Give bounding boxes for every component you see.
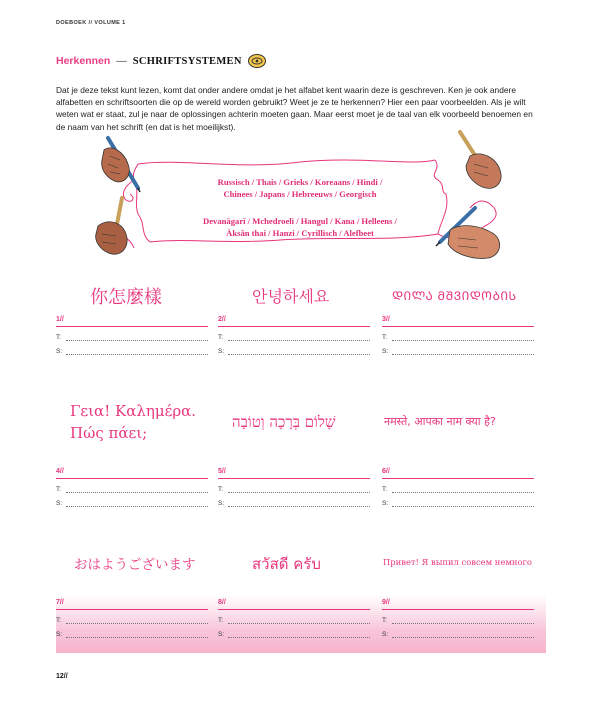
answer-s-field[interactable] — [392, 349, 534, 355]
sample-1-chinese: 你怎麼樣 — [90, 287, 162, 308]
answer-s-field[interactable] — [66, 349, 208, 355]
answer-block-3 — [382, 316, 534, 355]
answer-t-field[interactable] — [392, 487, 534, 493]
answer-t-field[interactable] — [66, 487, 208, 493]
answer-s-label: S: — [382, 631, 389, 638]
answer-number: 2// — [218, 316, 226, 323]
section-title — [56, 54, 266, 68]
answer-t-field[interactable] — [66, 335, 208, 341]
answer-block-1 — [56, 316, 208, 355]
answer-t-label: T: — [218, 334, 224, 341]
title-main: SCHRIFTSYSTEMEN — [132, 55, 242, 67]
title-section-label: Herkennen — [56, 55, 111, 67]
answer-s-field[interactable] — [392, 501, 534, 507]
answer-t-field[interactable] — [392, 335, 534, 341]
answer-s-label: S: — [218, 631, 225, 638]
answer-s-label: S: — [218, 348, 225, 355]
answer-s-field[interactable] — [228, 349, 370, 355]
answer-t-label: T: — [56, 486, 62, 493]
answer-t-label: T: — [382, 486, 388, 493]
answer-number: 1// — [56, 316, 64, 323]
scripts-line-2: Àksǎn thai / Hanzi / Cyrillisch / Alefbeet — [226, 228, 374, 239]
answer-t-label: T: — [56, 617, 62, 624]
answer-number: 4// — [56, 468, 64, 475]
answer-t-field[interactable] — [228, 487, 370, 493]
answer-number: 8// — [218, 599, 226, 606]
answer-block-9 — [382, 599, 534, 638]
answer-s-field[interactable] — [228, 632, 370, 638]
answer-t-label: T: — [382, 334, 388, 341]
answer-t-label: T: — [382, 617, 388, 624]
sample-7-japanese: おはようございます — [74, 557, 196, 573]
answer-s-field[interactable] — [228, 501, 370, 507]
answer-t-field[interactable] — [66, 618, 208, 624]
answer-s-label: S: — [56, 348, 63, 355]
answer-block-4 — [56, 468, 208, 507]
intro-paragraph: Dat je deze tekst kunt lezen, komt dat onder andere omdat je het alfabet kent waarin deze is geschreven. Ken je ook andere alfabetten en schriftsoorten die op de wereld worden gebruikt? Weet je ze te herkennen? Hier een paar voorbeelden. Als je wilt weten wat er staat, zul je naar de oplossingen achterin moeten gaan. Maar eerst moet je de taal van elk voorbeeld benoemen en de naam van het schrift (en dat is het moeilijkst). — [56, 85, 533, 132]
answer-number: 7// — [56, 599, 64, 606]
sample-2-korean: 안녕하세요 — [252, 287, 330, 306]
answer-s-field[interactable] — [66, 632, 208, 638]
answer-s-label: S: — [382, 500, 389, 507]
sample-3-georgian: ᲓᲘᲚᲐ ᲛᲨᲕᲘᲓᲝᲑᲘᲡ — [392, 289, 517, 303]
sample-6-hindi: नमस्ते, आपका नाम क्या है? — [384, 415, 496, 428]
sample-5-hebrew: שָׁלוֹם בְּרָכָה וְטוֹבָה — [232, 413, 336, 431]
answer-t-label: T: — [56, 334, 62, 341]
sample-4-line-2: Πώς πάει; — [70, 424, 148, 442]
answer-s-label: S: — [56, 631, 63, 638]
answer-s-label: S: — [218, 500, 225, 507]
answer-number: 9// — [382, 599, 390, 606]
answer-number: 6// — [382, 468, 390, 475]
sample-9-russian: Привет! Я выпил совсем немного — [383, 557, 532, 567]
page-number: 12// — [56, 673, 68, 680]
sample-4-greek — [70, 400, 196, 444]
answer-block-5 — [218, 468, 370, 507]
sample-4-line-1: Γεια! Καλημέρα. — [70, 402, 197, 420]
answer-number: 5// — [218, 468, 226, 475]
title-dash: — — [116, 55, 127, 67]
sample-8-thai: สวัสดี ครับ — [252, 555, 321, 573]
answer-block-2 — [218, 316, 370, 355]
answer-s-label: S: — [382, 348, 389, 355]
answer-s-field[interactable] — [392, 632, 534, 638]
answer-t-label: T: — [218, 486, 224, 493]
answer-block-8 — [218, 599, 370, 638]
answer-s-field[interactable] — [66, 501, 208, 507]
languages-line-1: Russisch / Thais / Grieks / Koreaans / Hindi / — [217, 177, 383, 187]
answer-block-6 — [382, 468, 534, 507]
answer-t-field[interactable] — [228, 335, 370, 341]
running-header: DOEBOEK // VOLUME 1 — [56, 20, 126, 26]
answer-s-label: S: — [56, 500, 63, 507]
languages-line-2: Chinees / Japans / Hebreeuws / Georgisch — [223, 189, 377, 200]
hand-pen-top-right-icon — [460, 132, 501, 188]
answer-block-7 — [56, 599, 208, 638]
scripts-line-1: Devanāgarī / Mchedroeli / Hangul / Kana / Helleens / — [203, 215, 397, 226]
answer-t-field[interactable] — [392, 618, 534, 624]
hand-pen-top-left-icon — [102, 138, 140, 192]
language-options-box — [150, 176, 450, 240]
answer-number: 3// — [382, 316, 390, 323]
hand-pen-bottom-left-icon — [96, 198, 127, 254]
eye-badge-icon — [248, 54, 266, 68]
answer-t-field[interactable] — [228, 618, 370, 624]
answer-t-label: T: — [218, 617, 224, 624]
